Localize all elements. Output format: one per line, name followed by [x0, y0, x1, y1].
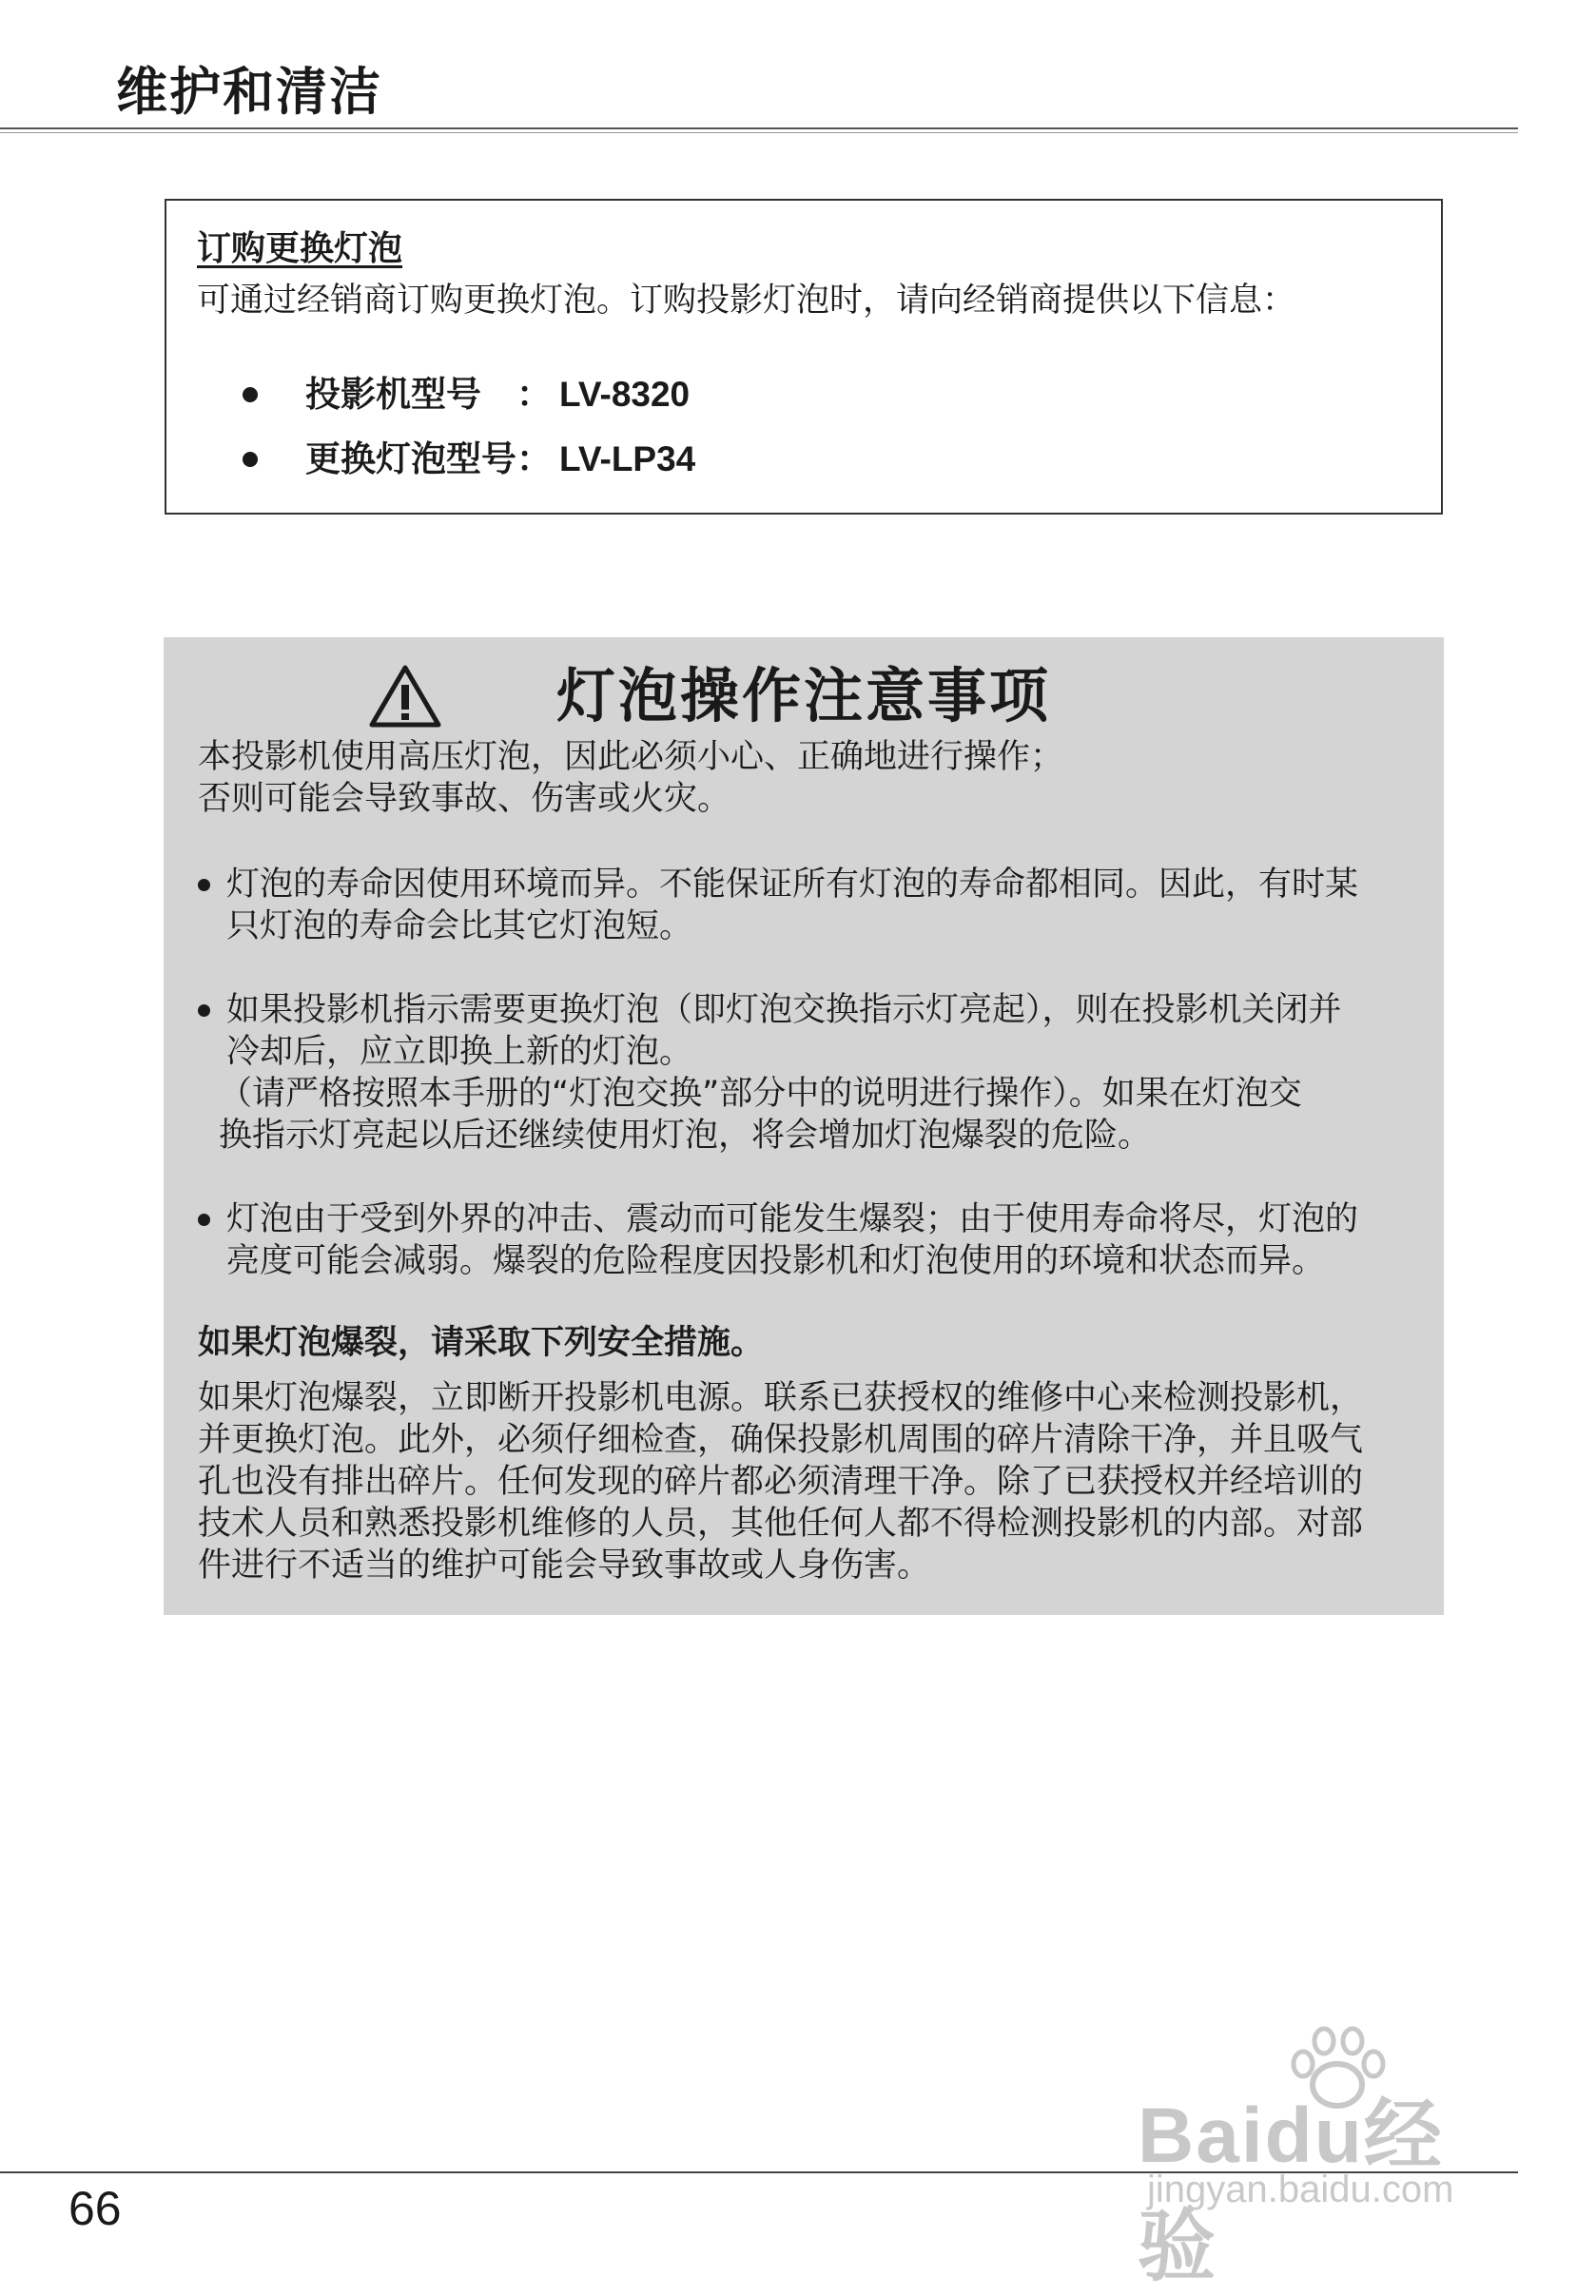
- bullet-line: 只灯泡的寿命会比其它灯泡短。: [226, 907, 693, 945]
- bullet-icon: [198, 1214, 210, 1226]
- order-item-lamp-model: [243, 435, 695, 484]
- order-item-label: 更换灯泡型号：: [305, 438, 552, 479]
- warning-bullet-lifespan: [198, 864, 1425, 947]
- warning-header: [368, 658, 1051, 734]
- warning-bullet-rupture: [198, 1198, 1425, 1282]
- bullet-line: 灯泡由于受到外界的冲击、震动而可能发生爆裂；由于使用寿命将尽，灯泡的: [226, 1200, 1359, 1238]
- order-description: 可通过经销商订购更换灯泡。订购投影灯泡时，请向经销商提供以下信息：: [197, 282, 1296, 320]
- bullet-icon: [243, 452, 258, 467]
- bullet-line: 如果投影机指示需要更换灯泡（即灯泡交换指示灯亮起），则在投影机关闭并: [226, 991, 1342, 1029]
- bullet-icon: [198, 1004, 210, 1017]
- bullet-icon: [198, 879, 210, 891]
- page-title: 维护和清洁: [116, 62, 382, 122]
- bullet-line: 亮度可能会减弱。爆裂的危险程度因投影机和灯泡使用的环境和状态而异。: [226, 1242, 1326, 1280]
- order-item-label: 投影机型号 ：: [305, 374, 552, 415]
- order-item-value: LV-LP34: [559, 439, 696, 478]
- order-item-value: LV-8320: [559, 375, 691, 414]
- footer-rule: [0, 2171, 1518, 2173]
- bullet-line: 换指示灯亮起以后还继续使用灯泡，将会增加灯泡爆裂的危险。: [219, 1117, 1152, 1155]
- warning-title: 灯泡操作注意事项: [556, 661, 1052, 730]
- order-heading: 订购更换灯泡: [197, 229, 403, 268]
- warning-intro-line: 本投影机使用高压灯泡，因此必须小心、正确地进行操作；: [198, 738, 1064, 776]
- page-number: 66: [68, 2182, 122, 2235]
- closing-line: 孔也没有排出碎片。任何发现的碎片都必须清理干净。除了已获授权并经培训的: [198, 1463, 1364, 1501]
- bullet-icon: [243, 387, 258, 402]
- watermark-main: Baidu经验: [1138, 2092, 1444, 2290]
- bullet-line: 灯泡的寿命因使用环境而异。不能保证所有灯泡的寿命都相同。因此，有时某: [226, 866, 1359, 904]
- closing-line: 件进行不适当的维护可能会导致事故或人身伤害。: [198, 1547, 931, 1585]
- lamp-safety-warning-box: [164, 637, 1444, 1615]
- order-info-box: [165, 199, 1443, 515]
- warning-bullet-replace: [198, 989, 1425, 1157]
- rupture-safety-subheading: 如果灯泡爆裂，请采取下列安全措施。: [198, 1324, 765, 1362]
- title-rule: [0, 127, 1518, 133]
- bullet-line: 冷却后，应立即换上新的灯泡。: [226, 1033, 693, 1071]
- watermark-url: jingyan.baidu.com: [1147, 2169, 1454, 2210]
- closing-line: 并更换灯泡。此外，必须仔细检查，确保投影机周围的碎片清除干净，并且吸气: [198, 1421, 1364, 1459]
- warning-intro-line: 否则可能会导致事故、伤害或火灾。: [198, 780, 731, 818]
- closing-line: 技术人员和熟悉投影机维修的人员，其他任何人都不得检测投影机的内部。对部: [198, 1505, 1364, 1543]
- closing-line: 如果灯泡爆裂，立即断开投影机电源。联系已获授权的维修中心来检测投影机，: [198, 1379, 1364, 1417]
- order-item-projector-model: [243, 370, 690, 419]
- baidu-watermark: [1138, 2026, 1518, 2290]
- bullet-line: （请严格按照本手册的“灯泡交换”部分中的说明进行操作）。如果在灯泡交: [219, 1075, 1302, 1113]
- warning-triangle-icon: [368, 664, 442, 729]
